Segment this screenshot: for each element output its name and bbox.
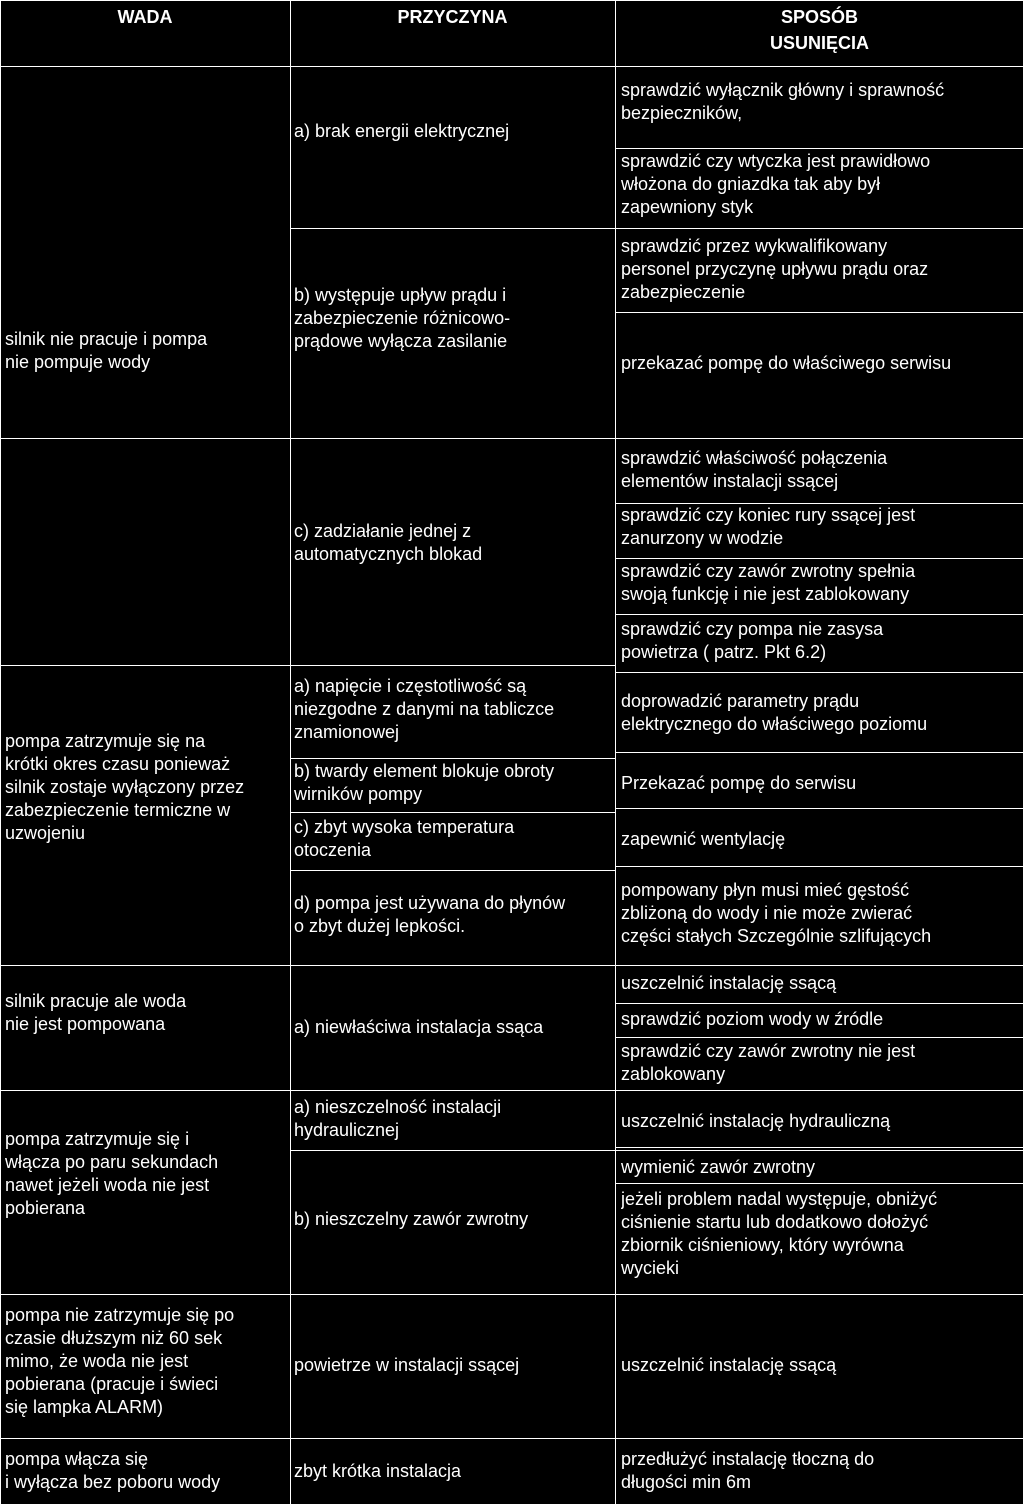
- wada-cell: pompa zatrzymuje się na krótki okres czasu ponieważ silnik zostaje wyłączony przez zabezpieczenie termiczne w uzwojeniu: [5, 731, 245, 843]
- sposob-cell: przedłużyć instalację tłoczną do długości min 6m: [621, 1449, 875, 1492]
- przyczyna-cell: b) występuje upływ prądu i zabezpieczenie różnicowo- prądowe wyłącza zasilanie: [294, 285, 511, 351]
- row-divider: [0, 965, 1024, 966]
- wada-cell: pompa nie zatrzymuje się po czasie dłuższym niż 60 sek mimo, że woda nie jest pobierana (pracuje i świeci się lampka ALARM): [5, 1305, 235, 1417]
- column-divider: [290, 0, 291, 1505]
- przyczyna-cell: powietrze w instalacji ssącej: [294, 1355, 520, 1375]
- table-border: [0, 0, 1, 1505]
- sposob-cell: doprowadzić parametry prądu elektrycznego do właściwego poziomu: [621, 691, 928, 734]
- row-divider: [615, 312, 1024, 313]
- row-divider: [290, 1150, 615, 1151]
- przyczyna-cell: a) napięcie i częstotliwość są niezgodne z danymi na tabliczce znamionowej: [294, 676, 555, 742]
- sposob-cell: uszczelnić instalację hydrauliczną: [621, 1111, 891, 1131]
- sposob-cell: zapewnić wentylację: [621, 829, 786, 849]
- row-divider: [615, 866, 1024, 867]
- row-divider: [615, 808, 1024, 809]
- table-border: [0, 0, 1024, 1]
- row-divider: [615, 1150, 1024, 1151]
- sposob-cell: wymienić zawór zwrotny: [621, 1157, 816, 1177]
- przyczyna-cell: b) twardy element blokuje obroty wirników pompy: [294, 761, 555, 804]
- wada-cell: silnik nie pracuje i pompa nie pompuje wody: [5, 329, 208, 372]
- row-divider: [615, 1147, 1024, 1148]
- row-divider: [615, 614, 1024, 615]
- row-divider: [615, 1183, 1024, 1184]
- sposob-cell: sprawdzić przez wykwalifikowany personel przyczynę upływu prądu oraz zabezpieczenie: [621, 236, 929, 302]
- row-divider: [0, 1090, 1024, 1091]
- sposob-cell: sprawdzić czy zawór zwrotny spełnia swoją funkcję i nie jest zablokowany: [621, 561, 916, 604]
- sposob-cell: sprawdzić czy koniec rury ssącej jest zanurzony w wodzie: [621, 505, 916, 548]
- sposob-cell: przekazać pompę do właściwego serwisu: [621, 353, 952, 373]
- row-divider: [290, 812, 615, 813]
- sposob-cell: sprawdzić wyłącznik główny i sprawność bezpieczników,: [621, 80, 945, 123]
- header-przyczyna: PRZYCZYNA: [397, 7, 508, 27]
- row-divider: [615, 1003, 1024, 1004]
- row-divider: [615, 558, 1024, 559]
- sposob-cell: Przekazać pompę do serwisu: [621, 773, 857, 793]
- row-divider: [615, 672, 1024, 673]
- row-divider: [0, 438, 1024, 439]
- row-divider: [0, 665, 615, 666]
- sposob-cell: sprawdzić czy zawór zwrotny nie jest zablokowany: [621, 1041, 916, 1084]
- row-divider: [290, 228, 615, 229]
- row-divider: [615, 752, 1024, 753]
- row-divider: [290, 758, 615, 759]
- header-wada: WADA: [117, 7, 173, 27]
- sposob-cell: pompowany płyn musi mieć gęstość zbliżoną do wody i nie może zwierać części stałych Szczególnie szlifujących: [621, 880, 932, 946]
- przyczyna-cell: zbyt krótka instalacja: [294, 1461, 462, 1481]
- sposob-cell: jeżeli problem nadal występuje, obniżyć ciśnienie startu lub dodatkowo dołożyć zbiornik ciśnieniowy, który wyrówna wycieki: [621, 1189, 938, 1278]
- row-divider: [0, 1438, 1024, 1439]
- row-divider: [0, 1294, 1024, 1295]
- przyczyna-cell: a) nieszczelność instalacji hydraulicznej: [294, 1097, 502, 1140]
- przyczyna-cell: d) pompa jest używana do płynów o zbyt dużej lepkości.: [294, 893, 566, 936]
- wada-cell: pompa włącza się i wyłącza bez poboru wody: [5, 1449, 221, 1492]
- sposob-cell: sprawdzić czy pompa nie zasysa powietrza ( patrz. Pkt 6.2): [621, 619, 884, 662]
- wada-cell: silnik pracuje ale woda nie jest pompowana: [5, 991, 187, 1034]
- przyczyna-cell: c) zadziałanie jednej z automatycznych blokad: [294, 521, 483, 564]
- przyczyna-cell: c) zbyt wysoka temperatura otoczenia: [294, 817, 515, 860]
- row-divider: [615, 1037, 1024, 1038]
- sposob-cell: uszczelnić instalację ssącą: [621, 1355, 837, 1375]
- row-divider: [290, 870, 615, 871]
- row-divider: [615, 148, 1024, 149]
- row-divider: [0, 66, 1024, 67]
- przyczyna-cell: a) brak energii elektrycznej: [294, 121, 510, 141]
- przyczyna-cell: a) niewłaściwa instalacja ssąca: [294, 1017, 544, 1037]
- sposob-cell: sprawdzić poziom wody w źródle: [621, 1009, 884, 1029]
- row-divider: [615, 503, 1024, 504]
- przyczyna-cell: b) nieszczelny zawór zwrotny: [294, 1209, 529, 1229]
- sposob-cell: uszczelnić instalację ssącą: [621, 973, 837, 993]
- header-sposob: SPOSÓB USUNIĘCIA: [769, 7, 869, 53]
- wada-cell: pompa zatrzymuje się i włącza po paru sekundach nawet jeżeli woda nie jest pobierana: [5, 1129, 219, 1218]
- sposob-cell: sprawdzić właściwość połączenia elementów instalacji ssącej: [621, 448, 888, 491]
- row-divider: [615, 228, 1024, 229]
- sposob-cell: sprawdzić czy wtyczka jest prawidłowo włożona do gniazdka tak aby był zapewniony styk: [621, 151, 931, 217]
